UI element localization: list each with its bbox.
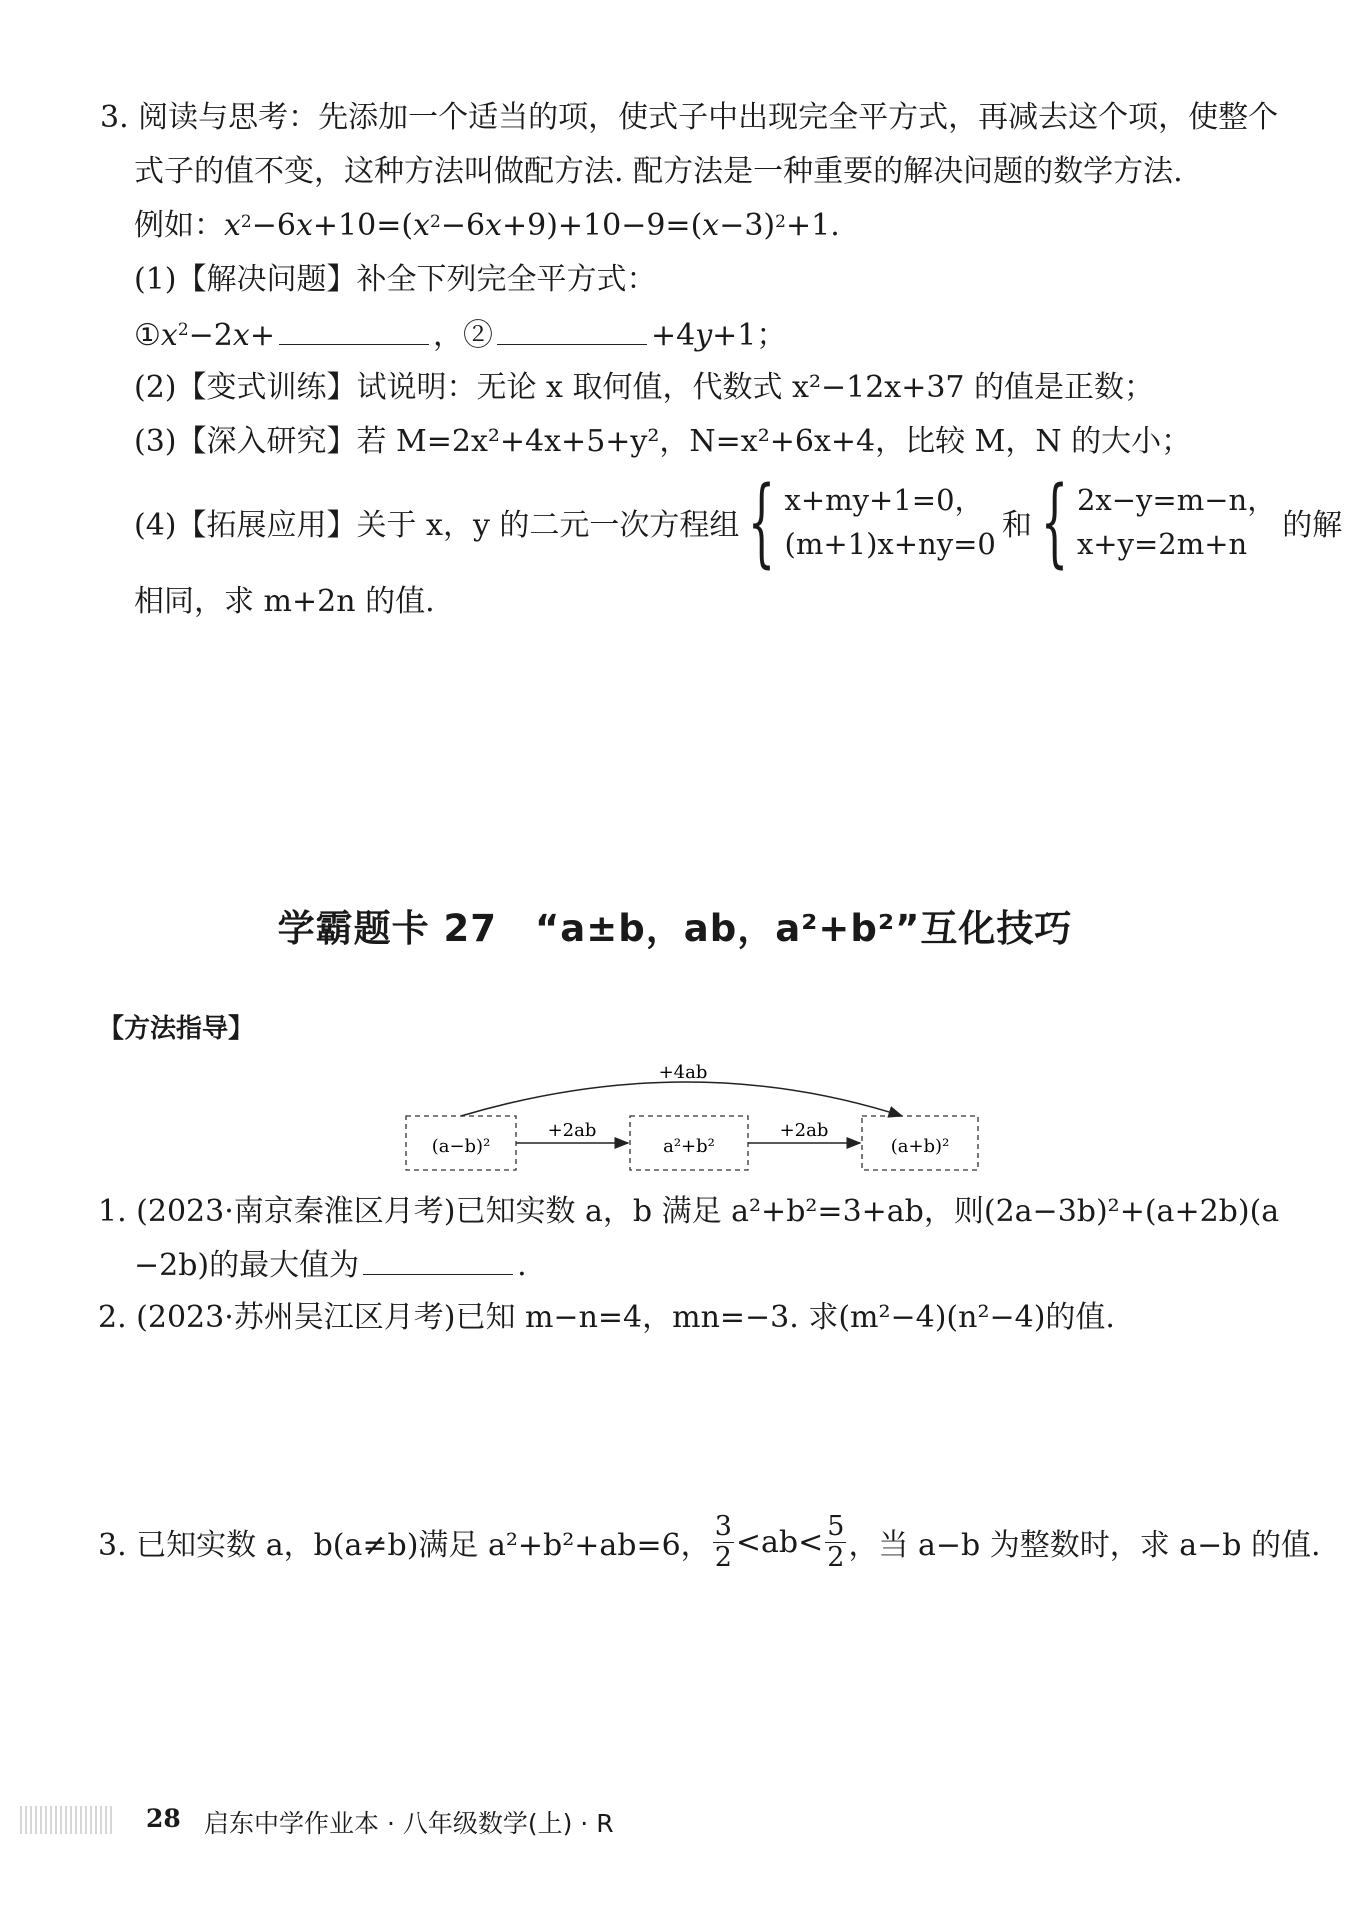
book-title: 启东中学作业本 · 八年级数学(上) · R — [204, 1809, 614, 1838]
fraction-2-numerator: 5 — [827, 1510, 845, 1542]
q4-suffix: 的解 — [1282, 508, 1343, 543]
section-method-guide: 【方法指导】 — [98, 1014, 255, 1044]
answer-blank-2[interactable] — [497, 314, 647, 345]
problem3-intro-line1: 3. 阅读与思考：先添加一个适当的项，使式子中出现完全平方式，再减去这个项，使整个 — [100, 100, 1279, 135]
exercise-3-middle: <ab< — [735, 1524, 824, 1560]
q4-and: 和 — [1001, 508, 1032, 543]
problem3-q2: (2)【变式训练】试说明：无论 x 取何值，代数式 x²−12x+37 的值是正数； — [134, 370, 1155, 405]
problem3-intro-line2: 式子的值不变，这种方法叫做配方法. 配方法是一种重要的解决问题的数学方法. — [134, 154, 1183, 189]
answer-blank-3[interactable] — [363, 1244, 513, 1275]
problem3-q4 — [134, 466, 1343, 578]
card-title: 学霸题卡 27 “a±b，ab，a²+b²”互化技巧 — [277, 907, 1073, 950]
left-brace-2: { — [1040, 466, 1069, 578]
exercise-3 — [98, 1510, 1321, 1574]
problem3-example: 例如：$x^2-6x+10=(x^2-6x+9)+10-9=(x-3)^2+1$. — [134, 208, 840, 243]
fraction-1-numerator: 3 — [714, 1510, 732, 1542]
exercise-3-prefix: 3. 已知实数 a，b(a≠b)满足 a²+b²+ab=6， — [98, 1528, 711, 1563]
q4-prefix: (4)【拓展应用】关于 x，y 的二元一次方程组 — [134, 508, 740, 543]
answer-blank-1[interactable] — [279, 314, 429, 345]
sys1-eq1: x+my+1=0， — [784, 483, 984, 517]
example-prefix: 例如： — [134, 208, 224, 243]
equation-system-2 — [1077, 478, 1276, 566]
sys2-eq1: 2x−y=m−n， — [1076, 483, 1277, 517]
exercise-3-suffix: ，当 a−b 为整数时，求 a−b 的值. — [848, 1528, 1321, 1563]
page-number: 28 — [146, 1804, 181, 1833]
problem3-q1-label: (1)【解决问题】补全下列完全平方式： — [134, 262, 657, 297]
box-right-label: (a+b)² — [890, 1136, 950, 1157]
problem3-q4-line2: 相同，求 m+2n 的值. — [134, 584, 435, 619]
fraction-5-over-2 — [825, 1512, 846, 1573]
fraction-2-denominator: 2 — [827, 1541, 845, 1573]
sys1-eq2: (m+1)x+ny=0 — [784, 527, 996, 561]
box-left-label: (a−b)² — [431, 1136, 491, 1157]
arc-arrow — [461, 1082, 902, 1116]
arrow-2-label: +2ab — [779, 1120, 829, 1141]
problem3-q3: (3)【深入研究】若 M=2x²+4x+5+y²，N=x²+6x+4，比较 M，N 的大小； — [134, 424, 1192, 459]
exercise-1-line1: 1. (2023·南京秦淮区月考)已知实数 a，b 满足 a²+b²=3+ab，则(2a−3b)²+(a+2b)(a — [98, 1194, 1280, 1229]
exercise-1-text: −2b)的最大值为 — [134, 1248, 360, 1283]
left-brace-1: { — [748, 466, 776, 578]
exercise-1-line2: −2b)的最大值为 . — [134, 1244, 527, 1286]
fraction-3-over-2 — [713, 1512, 734, 1573]
conversion-diagram — [390, 1058, 990, 1183]
exercise-2: 2. (2023·苏州吴江区月考)已知 m−n=4，mn=−3. 求(m²−4)(n²−4)的值. — [98, 1300, 1115, 1335]
fraction-1-denominator: 2 — [714, 1541, 732, 1573]
sys2-eq2: x+y=2m+n — [1076, 527, 1248, 561]
footer-decoration — [20, 1806, 112, 1834]
problem3-q1-blanks: $①x^2-2x+$ ，② +4y+1； — [134, 314, 786, 356]
arrow-1-label: +2ab — [547, 1120, 597, 1141]
arc-label: +4ab — [658, 1062, 708, 1083]
equation-system-1 — [785, 478, 996, 566]
box-mid-label: a²+b² — [663, 1136, 715, 1157]
